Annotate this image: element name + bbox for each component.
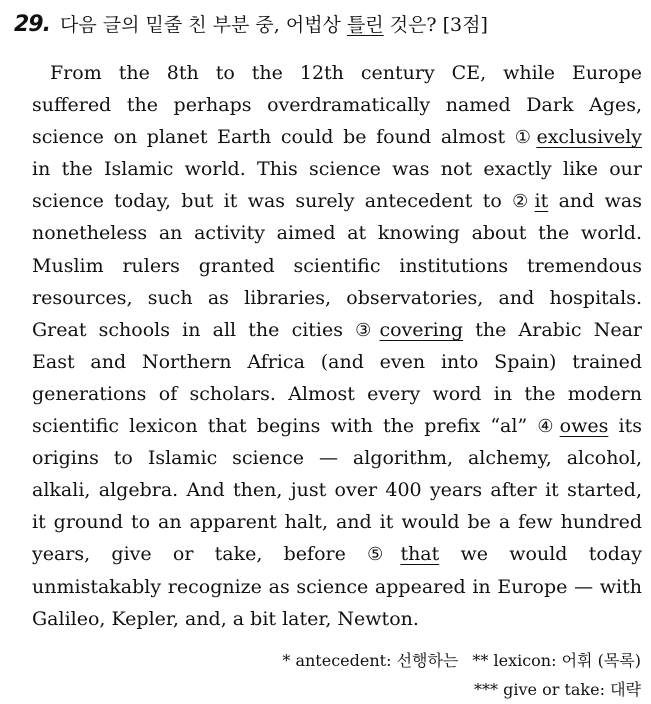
choice-marker-2: ② bbox=[512, 191, 533, 213]
choice-underlined-2: it bbox=[534, 190, 549, 213]
footnote-term: antecedent bbox=[295, 651, 387, 670]
footnote-mark: ** bbox=[472, 651, 489, 670]
question-number: 29. bbox=[14, 12, 50, 37]
footnote-mark: * bbox=[282, 651, 291, 670]
choice-marker-4: ④ bbox=[537, 416, 558, 438]
passage-line: generations of scholars. Almost every word in the modern bbox=[32, 382, 642, 405]
question-prompt-underlined: 틀린 bbox=[346, 14, 384, 36]
passage-line: East and Northern Africa (and even into Spain) trained bbox=[32, 350, 642, 373]
footnote-meaning: 선행하는 bbox=[396, 651, 459, 670]
question-header bbox=[14, 10, 644, 40]
choice-marker-5: ⑤ bbox=[367, 544, 399, 566]
choice-marker-3: ③ bbox=[355, 319, 378, 341]
passage-line bbox=[32, 185, 642, 217]
question-prompt: 다음 글의 밑줄 친 부분 중, 어법상 bbox=[60, 14, 347, 36]
footnote-term: give or take bbox=[503, 680, 600, 699]
passage-text: scientific lexicon that begins with the prefix “al” bbox=[32, 415, 538, 438]
passage bbox=[32, 57, 642, 635]
passage-line bbox=[32, 410, 642, 442]
passage-text: we would today bbox=[439, 543, 642, 566]
passage-line: Muslim rulers granted scientific institutions tremendous bbox=[32, 254, 642, 277]
footnote-term: lexicon bbox=[493, 651, 552, 670]
passage-line: resources, such as libraries, observatories, and hospitals. bbox=[32, 286, 642, 309]
choice-underlined-3: covering bbox=[379, 318, 464, 341]
passage-text: science on planet Earth could be found almost bbox=[32, 126, 515, 149]
passage-line: it ground to an apparent halt, and it would be a few hundred bbox=[32, 511, 642, 534]
passage-text: the Arabic Near bbox=[463, 318, 643, 341]
question-prompt-end: 것은? [3점] bbox=[383, 14, 488, 36]
passage-line: alkali, algebra. And then, just over 400 years after it started, bbox=[32, 479, 642, 502]
footnote-mark: *** bbox=[474, 680, 499, 699]
passage-line bbox=[32, 121, 642, 153]
passage-line: Galileo, Kepler, and, a bit later, Newton. bbox=[32, 607, 419, 630]
footnote-row: * antecedent: 선행하는 ** lexicon: 어휘 (목록) bbox=[282, 651, 641, 670]
passage-line: unmistakably recognize as science appeared in Europe — with bbox=[32, 575, 642, 598]
passage-line: From the 8th to the 12th century CE, while Europe bbox=[50, 62, 642, 84]
choice-marker-1: ① bbox=[514, 127, 535, 149]
choice-underlined-1: exclusively bbox=[536, 126, 642, 149]
passage-text: years, give or take, before bbox=[32, 543, 368, 566]
passage-line: suffered the perhaps overdramatically named Dark Ages, bbox=[32, 94, 642, 117]
passage-line bbox=[32, 538, 642, 570]
passage-text: and was bbox=[548, 190, 642, 213]
footnote-meaning: 어휘 (목록) bbox=[561, 651, 641, 670]
passage-text: Great schools in all the cities bbox=[32, 318, 356, 341]
passage-line: origins to Islamic science — algorithm, alchemy, alcohol, bbox=[32, 447, 642, 470]
footnote-meaning: 대략 bbox=[610, 680, 641, 699]
choice-underlined-4: owes bbox=[559, 415, 609, 438]
choice-underlined-5: that bbox=[400, 543, 440, 566]
passage-line: in the Islamic world. This science was not exactly like our bbox=[32, 158, 642, 181]
footnote-row: *** give or take: 대략 bbox=[474, 680, 641, 699]
passage-line: nonetheless an activity aimed at knowing about the world. bbox=[32, 222, 642, 245]
footnotes bbox=[41, 646, 641, 704]
passage-line bbox=[32, 314, 642, 346]
passage-text: its bbox=[608, 415, 642, 438]
passage-text: science today, but it was surely antecedent to bbox=[32, 190, 513, 213]
